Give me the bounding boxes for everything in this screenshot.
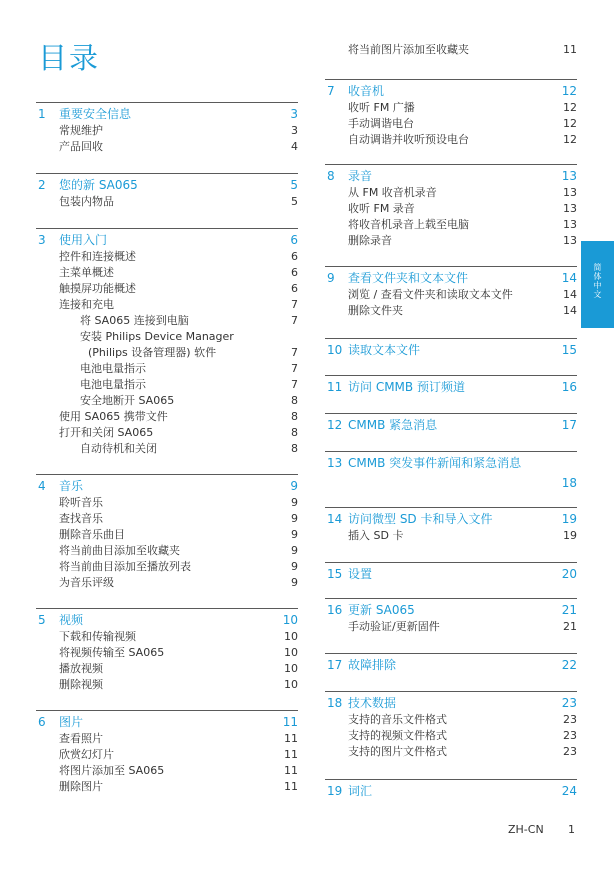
- toc-item-page: 10: [284, 662, 298, 675]
- toc-item[interactable]: [36, 779, 298, 795]
- toc-item[interactable]: [325, 303, 577, 319]
- toc-section-heading[interactable]: [325, 783, 577, 800]
- footer-page-number: 1: [568, 823, 575, 836]
- toc-item-page: 11: [284, 764, 298, 777]
- section-title: 您的新 SA065: [59, 178, 138, 192]
- toc-item-label: 聆听音乐: [59, 496, 103, 509]
- toc-item[interactable]: [36, 677, 298, 693]
- section-title: 查看文件夹和文本文件: [348, 271, 469, 285]
- section-title: 访问微型 SD 卡和导入文件: [348, 512, 493, 526]
- toc-item-page: 12: [563, 101, 577, 114]
- toc-item-label: 播放视频: [59, 662, 103, 675]
- toc-section-8: [325, 164, 577, 249]
- toc-section-heading[interactable]: [325, 566, 577, 583]
- toc-item-page: 23: [563, 745, 577, 758]
- section-title: 故障排除: [348, 658, 397, 672]
- toc-item-label: 插入 SD 卡: [348, 529, 404, 542]
- toc-item[interactable]: [36, 194, 298, 210]
- toc-item-page: 7: [291, 346, 298, 359]
- toc-section-heading[interactable]: [36, 478, 298, 495]
- toc-item[interactable]: [36, 559, 298, 575]
- toc-section-14: [325, 507, 577, 544]
- section-divider: [325, 79, 577, 80]
- toc-section-6: [36, 710, 298, 795]
- toc-item-page: 11: [284, 748, 298, 761]
- toc-item-page: 7: [291, 314, 298, 327]
- toc-item-label: 触摸屏功能概述: [59, 282, 136, 295]
- section-number: 8: [327, 169, 335, 183]
- toc-section-17: [325, 653, 577, 674]
- toc-item-label: 支持的音乐文件格式: [348, 713, 447, 726]
- section-page: 5: [290, 178, 298, 192]
- section-page: 9: [290, 479, 298, 493]
- toc-item[interactable]: [325, 132, 577, 148]
- section-divider: [325, 779, 577, 780]
- toc-item-label: 连接和充电: [59, 298, 114, 311]
- section-page: 23: [561, 696, 577, 710]
- toc-continued-entry: [325, 42, 577, 58]
- section-divider: [325, 598, 577, 599]
- toc-item-label: 下载和传输视频: [59, 630, 136, 643]
- toc-item-page: 10: [284, 678, 298, 691]
- toc-section-heading[interactable]: [325, 270, 577, 287]
- toc-item[interactable]: [325, 116, 577, 132]
- section-divider: [325, 338, 577, 339]
- toc-item[interactable]: [36, 345, 298, 361]
- toc-section-4: [36, 474, 298, 591]
- toc-item[interactable]: [36, 329, 298, 345]
- toc-item[interactable]: [325, 287, 577, 303]
- toc-item-page: 12: [563, 117, 577, 130]
- section-title: 音乐: [59, 479, 84, 493]
- section-title: 录音: [348, 169, 373, 183]
- toc-item-label: 将收音机录音上载至电脑: [348, 218, 469, 231]
- toc-item-page: 13: [563, 202, 577, 215]
- toc-item-label: 查找音乐: [59, 512, 103, 525]
- section-page: 6: [290, 233, 298, 247]
- toc-item[interactable]: [36, 661, 298, 677]
- toc-section-16: [325, 598, 577, 635]
- toc-item[interactable]: [36, 313, 298, 329]
- toc-section-heading[interactable]: [325, 168, 577, 185]
- section-page: 16: [561, 380, 577, 394]
- toc-section-19: [325, 779, 577, 800]
- section-number: 7: [327, 84, 335, 98]
- toc-item[interactable]: [325, 201, 577, 217]
- section-number: 10: [327, 343, 343, 357]
- section-number: 6: [38, 715, 46, 729]
- toc-item[interactable]: [36, 265, 298, 281]
- section-page: 20: [561, 567, 577, 581]
- section-number: 16: [327, 603, 343, 617]
- toc-item[interactable]: [36, 441, 298, 457]
- toc-item-page: 21: [563, 620, 577, 633]
- toc-item[interactable]: [36, 629, 298, 645]
- toc-item-label: 打开和关闭 SA065: [59, 426, 154, 439]
- toc-item-page: 12: [563, 133, 577, 146]
- section-divider: [325, 375, 577, 376]
- toc-item-label: 将当前曲目添加至收藏夹: [59, 544, 180, 557]
- section-divider: [36, 173, 298, 174]
- section-divider: [325, 451, 577, 452]
- section-divider: [36, 102, 298, 103]
- toc-item-page: 9: [291, 544, 298, 557]
- toc-section-12: [325, 413, 577, 434]
- toc-item-page: 8: [291, 410, 298, 423]
- toc-item-label: 将视频传输至 SA065: [59, 646, 165, 659]
- section-page: 11: [282, 715, 298, 729]
- section-title: 图片: [59, 715, 84, 729]
- toc-item[interactable]: [36, 543, 298, 559]
- toc-item-page: 9: [291, 576, 298, 589]
- toc-item-page: 10: [284, 646, 298, 659]
- toc-item-page: 19: [563, 529, 577, 542]
- toc-item-page: 7: [291, 378, 298, 391]
- toc-item[interactable]: [36, 123, 298, 139]
- toc-item[interactable]: [325, 185, 577, 201]
- toc-item[interactable]: [325, 744, 577, 760]
- toc-item[interactable]: [36, 511, 298, 527]
- toc-item-label: (Philips 设备管理器) 软件: [88, 346, 217, 359]
- toc-section-heading[interactable]: [325, 83, 577, 100]
- toc-item-page: 6: [291, 250, 298, 263]
- toc-item-label: 电池电量指示: [80, 378, 146, 391]
- toc-item-page: 9: [291, 528, 298, 541]
- toc-item[interactable]: [36, 409, 298, 425]
- section-number: 19: [327, 784, 343, 798]
- toc-item-page: 3: [291, 124, 298, 137]
- section-page: 3: [290, 107, 298, 121]
- toc-item-label: 收听 FM 录音: [348, 202, 415, 215]
- toc-item-page: 4: [291, 140, 298, 153]
- section-page: 10: [282, 613, 298, 627]
- section-number: 12: [327, 418, 343, 432]
- toc-item-label: 手动验证/更新固件: [348, 620, 440, 633]
- toc-item-page: 11: [563, 43, 577, 56]
- toc-section-heading[interactable]: [325, 342, 577, 359]
- toc-item-label: 手动调谐电台: [348, 117, 414, 130]
- toc-item[interactable]: [325, 42, 577, 58]
- toc-section-1: [36, 102, 298, 155]
- section-number: 2: [38, 178, 46, 192]
- page-title: 目录: [38, 41, 101, 75]
- toc-item-label: 安装 Philips Device Manager: [80, 330, 234, 343]
- toc-item-label: 支持的图片文件格式: [348, 745, 447, 758]
- section-divider: [325, 413, 577, 414]
- footer-language: ZH-CN: [508, 823, 544, 836]
- section-divider: [36, 608, 298, 609]
- section-title: 使用入门: [59, 233, 108, 247]
- section-divider: [325, 266, 577, 267]
- toc-item[interactable]: [325, 217, 577, 233]
- toc-item-label: 支持的视频文件格式: [348, 729, 447, 742]
- section-divider: [325, 507, 577, 508]
- toc-item[interactable]: [36, 139, 298, 155]
- section-page: 17: [561, 418, 577, 432]
- toc-item-label: 删除视频: [59, 678, 103, 691]
- toc-item[interactable]: [325, 233, 577, 249]
- toc-item-page: 9: [291, 512, 298, 525]
- toc-item[interactable]: [36, 361, 298, 377]
- section-number: 5: [38, 613, 46, 627]
- toc-item-page: 14: [563, 288, 577, 301]
- section-title: 词汇: [348, 784, 373, 798]
- toc-item-page: 23: [563, 729, 577, 742]
- section-title: 收音机: [348, 84, 385, 98]
- toc-item-page: 11: [284, 732, 298, 745]
- section-number: 13: [327, 456, 343, 470]
- toc-item-label: 浏览 / 查看文件夹和读取文本文件: [348, 288, 513, 301]
- section-title: 更新 SA065: [348, 603, 415, 617]
- toc-item-label: 将当前曲目添加至播放列表: [59, 560, 191, 573]
- toc-item-label: 自动调谐并收听预设电台: [348, 133, 469, 146]
- section-number: 9: [327, 271, 335, 285]
- toc-section-heading[interactable]: [36, 232, 298, 249]
- toc-item-label: 删除音乐曲目: [59, 528, 125, 541]
- section-title: CMMB 突发事件新闻和紧急消息: [348, 456, 522, 470]
- toc-item-label: 从 FM 收音机录音: [348, 186, 437, 199]
- section-number: 14: [327, 512, 343, 526]
- section-number: 4: [38, 479, 46, 493]
- toc-item-page: 8: [291, 394, 298, 407]
- section-page: 21: [561, 603, 577, 617]
- toc-item[interactable]: [325, 528, 577, 544]
- section-title: 视频: [59, 613, 84, 627]
- section-number: 15: [327, 567, 343, 581]
- section-title: 技术数据: [348, 696, 397, 710]
- section-page: 13: [561, 169, 577, 183]
- toc-item-label: 使用 SA065 携带文件: [59, 410, 168, 423]
- toc-section-heading[interactable]: [325, 602, 577, 619]
- toc-item-label: 将当前图片添加至收藏夹: [348, 43, 469, 56]
- section-page: 24: [561, 784, 577, 798]
- toc-item[interactable]: [36, 393, 298, 409]
- language-tab-label: 简体中文: [593, 263, 602, 299]
- toc-item-label: 删除图片: [59, 780, 103, 793]
- toc-item[interactable]: [36, 425, 298, 441]
- toc-item-label: 将图片添加至 SA065: [59, 764, 165, 777]
- section-divider: [36, 228, 298, 229]
- toc-item-label: 电池电量指示: [80, 362, 146, 375]
- toc-item-page: 7: [291, 362, 298, 375]
- toc-section-heading[interactable]: [36, 612, 298, 629]
- toc-item[interactable]: [36, 747, 298, 763]
- toc-item-page: 8: [291, 442, 298, 455]
- toc-section-5: [36, 608, 298, 693]
- toc-item-label: 收听 FM 广播: [348, 101, 415, 114]
- toc-item-page: 9: [291, 560, 298, 573]
- toc-item-label: 主菜单概述: [59, 266, 114, 279]
- toc-section-3: [36, 228, 298, 457]
- toc-item-page: 13: [563, 218, 577, 231]
- toc-section-18: [325, 691, 577, 760]
- toc-item-page: 9: [291, 496, 298, 509]
- toc-section-13: [325, 451, 577, 494]
- section-title: 访问 CMMB 预订频道: [348, 380, 465, 394]
- toc-section-heading[interactable]: [325, 657, 577, 674]
- toc-section-15: [325, 562, 577, 583]
- section-number: 1: [38, 107, 46, 121]
- section-page: 12: [561, 84, 577, 98]
- toc-item-page: 14: [563, 304, 577, 317]
- toc-item-page: 6: [291, 282, 298, 295]
- section-divider: [325, 653, 577, 654]
- toc-item-page: 10: [284, 630, 298, 643]
- section-divider: [325, 691, 577, 692]
- toc-item[interactable]: [36, 527, 298, 543]
- toc-section-heading[interactable]: [325, 511, 577, 528]
- section-title: 设置: [348, 567, 373, 581]
- toc-section-heading[interactable]: [325, 379, 577, 396]
- toc-item[interactable]: [36, 575, 298, 591]
- toc-item-label: 控件和连接概述: [59, 250, 136, 263]
- toc-item-page: 23: [563, 713, 577, 726]
- toc-item[interactable]: [325, 728, 577, 744]
- toc-item[interactable]: [36, 645, 298, 661]
- toc-item[interactable]: [36, 495, 298, 511]
- section-number: 11: [327, 380, 343, 394]
- toc-section-heading[interactable]: [325, 455, 577, 472]
- toc-item-label: 将 SA065 连接到电脑: [80, 314, 189, 327]
- section-page: 19: [561, 512, 577, 526]
- section-number: 17: [327, 658, 343, 672]
- section-number: 18: [327, 696, 343, 710]
- toc-item[interactable]: [325, 619, 577, 635]
- toc-section-11: [325, 375, 577, 396]
- toc-item-label: 包装内物品: [59, 195, 114, 208]
- toc-item-label: 常规维护: [59, 124, 103, 137]
- section-page: 18: [561, 476, 577, 490]
- toc-item-label: 删除录音: [348, 234, 392, 247]
- section-page: 15: [561, 343, 577, 357]
- toc-item-page: 13: [563, 234, 577, 247]
- toc-item-label: 删除文件夹: [348, 304, 403, 317]
- section-divider: [36, 474, 298, 475]
- section-title: CMMB 紧急消息: [348, 418, 438, 432]
- section-divider: [325, 164, 577, 165]
- toc-item-label: 欣赏幻灯片: [59, 748, 114, 761]
- toc-item[interactable]: [36, 281, 298, 297]
- toc-item-label: 安全地断开 SA065: [80, 394, 175, 407]
- toc-item-label: 为音乐评级: [59, 576, 114, 589]
- toc-item[interactable]: [36, 763, 298, 779]
- toc-section-heading[interactable]: [36, 714, 298, 731]
- toc-item-page: 13: [563, 186, 577, 199]
- toc-item-page: 8: [291, 426, 298, 439]
- toc-section-heading[interactable]: [325, 417, 577, 434]
- section-number: 3: [38, 233, 46, 247]
- toc-item[interactable]: [36, 731, 298, 747]
- toc-section-2: [36, 173, 298, 210]
- toc-section-9: [325, 266, 577, 319]
- toc-item-page: 5: [291, 195, 298, 208]
- toc-item[interactable]: [325, 100, 577, 116]
- section-page: 22: [561, 658, 577, 672]
- section-page: 14: [561, 271, 577, 285]
- toc-item-label: 产品回收: [59, 140, 103, 153]
- language-tab: [581, 241, 614, 328]
- toc-section-heading[interactable]: [325, 695, 577, 712]
- section-divider: [36, 710, 298, 711]
- toc-item[interactable]: [36, 297, 298, 313]
- toc-item-page: 6: [291, 266, 298, 279]
- toc-section-7: [325, 79, 577, 148]
- toc-item[interactable]: [36, 249, 298, 265]
- toc-item-page: 11: [284, 780, 298, 793]
- section-title: 重要安全信息: [59, 107, 132, 121]
- toc-item-label: 查看照片: [59, 732, 103, 745]
- toc-item[interactable]: [36, 377, 298, 393]
- toc-section-10: [325, 338, 577, 359]
- toc-section-heading[interactable]: [36, 106, 298, 123]
- toc-item-page: 7: [291, 298, 298, 311]
- toc-item[interactable]: [325, 712, 577, 728]
- toc-section-heading[interactable]: [36, 177, 298, 194]
- toc-item-label: 自动待机和关闭: [80, 442, 157, 455]
- section-title: 读取文本文件: [348, 343, 421, 357]
- section-divider: [325, 562, 577, 563]
